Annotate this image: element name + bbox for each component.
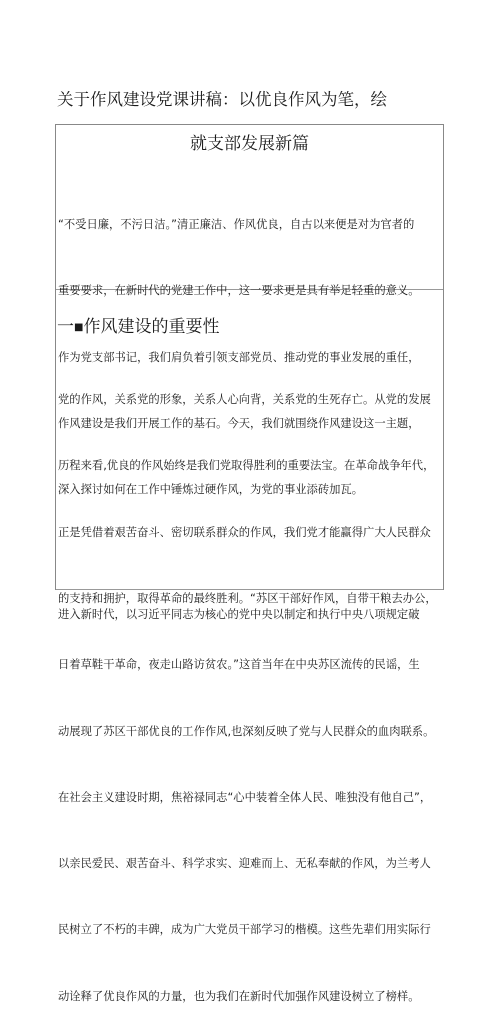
intro-line: 重要要求，在新时代的党建工作中，这一要求更是具有举足轻重的意义。 <box>58 284 420 298</box>
intro-line: 作风建设是我们开展工作的基石。今天，我们就围绕作风建设这一主题， <box>58 417 420 431</box>
section-paragraph <box>58 345 442 1030</box>
intro-line: 深入探讨如何在工作中锤炼过硬作风，为党的事业添砖加瓦。 <box>58 483 364 497</box>
section-line: 动展现了苏区干部优良的工作作风,也深刻反映了党与人民群众的血肉联系。 <box>58 724 435 738</box>
intro-line: 作为党支部书记，我们肩负着引领支部党员、推动党的事业发展的重任， <box>58 350 420 364</box>
section-line: 党的作风，关系党的形象，关系人心向背，关系党的生死存亡。从党的发展 <box>58 393 431 407</box>
section-line: 动诠释了优良作风的力量，也为我们在新时代加强作风建设树立了榜样。 <box>58 989 420 1003</box>
section-line: 民树立了不朽的丰碑，成为广大党员干部学习的楷模。这些先辈们用实际行 <box>58 923 431 937</box>
section-heading-text: 作风建设的重要性 <box>83 317 220 337</box>
document-title: 关于作风建设党课讲稿：以优良作风为笔，绘 <box>57 90 387 109</box>
following-paragraph-line: 进入新时代，以习近平同志为核心的党中央以制定和执行中央八项规定破 <box>58 608 420 621</box>
section-line: 历程来看,优良的作风始终是我们党取得胜利的重要法宝。在革命战争年代， <box>58 459 435 473</box>
section-line: 以亲民爱民、艰苦奋斗、科学求实、迎难而上、无私奉献的作风，为兰考人 <box>58 857 431 871</box>
box-subtitle: 就支部发展新篇 <box>190 134 309 154</box>
intro-line: “不受日廉，不污日洁。”清正廉洁、作风优良，自古以来便是对为官者的 <box>58 218 415 232</box>
section-line: 在社会主义建设时期，焦裕禄同志“心中装着全体人民、唯独没有他自己”， <box>58 790 432 804</box>
section-heading <box>57 314 219 341</box>
section-line: 日着草鞋干革命，夜走山路访贫农。”这首当年在中央苏区流传的民谣，生 <box>58 658 420 672</box>
section-line: 的支持和拥护，取得革命的最终胜利。“苏区干部好作风，自带干粮去办公， <box>58 592 437 606</box>
section-line: 正是凭借着艰苦奋斗、密切联系群众的作风，我们党才能赢得广大人民群众 <box>58 525 431 539</box>
square-bullet-icon: ■ <box>74 322 84 333</box>
section-heading-number: 一 <box>57 317 74 337</box>
